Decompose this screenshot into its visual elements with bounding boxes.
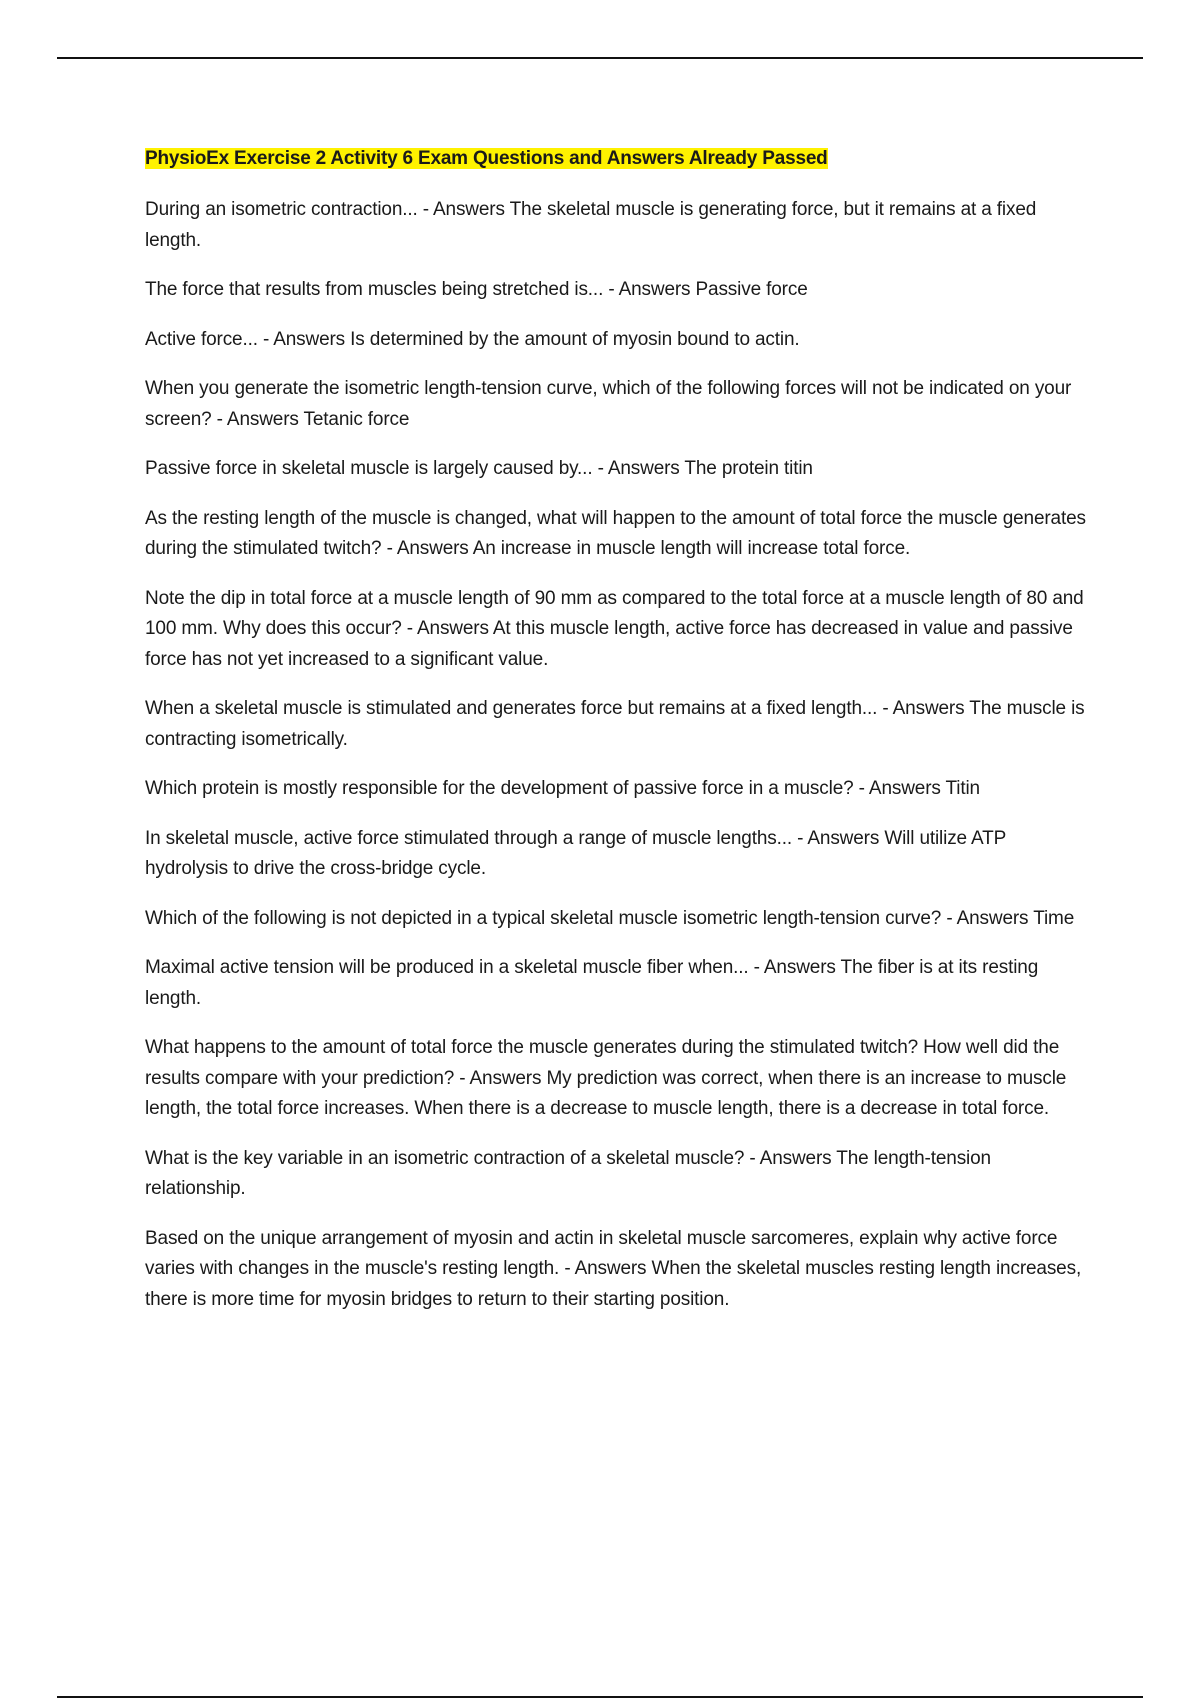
qa-item-6: As the resting length of the muscle is changed, what will happen to the amount of total force the muscle generates during the stimulated twitch? - Answers An increase in muscle length will increase total force. — [145, 507, 1086, 559]
qa-item-1: During an isometric contraction... - Answers The skeletal muscle is generating force, but it remains at a fixed length. — [145, 199, 1037, 251]
qa-item-5: Passive force in skeletal muscle is largely caused by... - Answers The protein titin — [145, 458, 813, 479]
qa-item-14: What is the key variable in an isometric contraction of a skeletal muscle? - Answers The length-tension relationship. — [145, 1147, 991, 1199]
qa-item-11: Which of the following is not depicted in a typical skeletal muscle isometric length-tension curve? - Answers Time — [145, 907, 1075, 929]
document-title: PhysioEx Exercise 2 Activity 6 Exam Questions and Answers Already Passed — [145, 148, 828, 169]
footer-rule — [57, 1696, 1143, 1698]
qa-item-4: When you generate the isometric length-tension curve, which of the following forces will not be indicated on your screen? - Answers Tetanic force — [145, 378, 1072, 430]
title-block — [145, 146, 1090, 172]
qa-item-13: What happens to the amount of total force the muscle generates during the stimulated twitch? How well did the results compare with your prediction? - Answers My prediction was correct, when there is an increase to muscle length, the total force increases. When there is a decrease to muscle length, there is a decrease in total force. — [145, 1037, 1067, 1119]
qa-item-2: The force that results from muscles being stretched is... - Answers Passive force — [145, 279, 808, 300]
document-body — [145, 146, 1090, 1334]
qa-item-8: When a skeletal muscle is stimulated and generates force but remains at a fixed length... - Answers The muscle is contracting isometrically. — [145, 698, 1085, 750]
qa-item-7: Note the dip in total force at a muscle length of 90 mm as compared to the total force at a muscle length of 80 and 100 mm. Why does this occur? - Answers At this muscle length, active force has decreased in value and passive force has not yet increased to a significant value. — [145, 587, 1084, 670]
qa-item-10: In skeletal muscle, active force stimulated through a range of muscle lengths... - Answers Will utilize ATP hydrolysis to drive the cross-bridge cycle. — [145, 827, 1006, 879]
qa-item-12: Maximal active tension will be produced in a skeletal muscle fiber when... - Answers The fiber is at its resting length. — [145, 957, 1039, 1009]
qa-item-9: Which protein is mostly responsible for the development of passive force in a muscle? - Answers Titin — [145, 778, 980, 799]
qa-item-3: Active force... - Answers Is determined by the amount of myosin bound to actin. — [145, 328, 800, 350]
qa-item-15: Based on the unique arrangement of myosin and actin in skeletal muscle sarcomeres, explain why active force varies with changes in the muscle's resting length. - Answers When the skeletal muscles resting length increases, there is more time for myosin bridges to return to their starting position. — [145, 1227, 1082, 1310]
header-rule — [57, 57, 1143, 59]
